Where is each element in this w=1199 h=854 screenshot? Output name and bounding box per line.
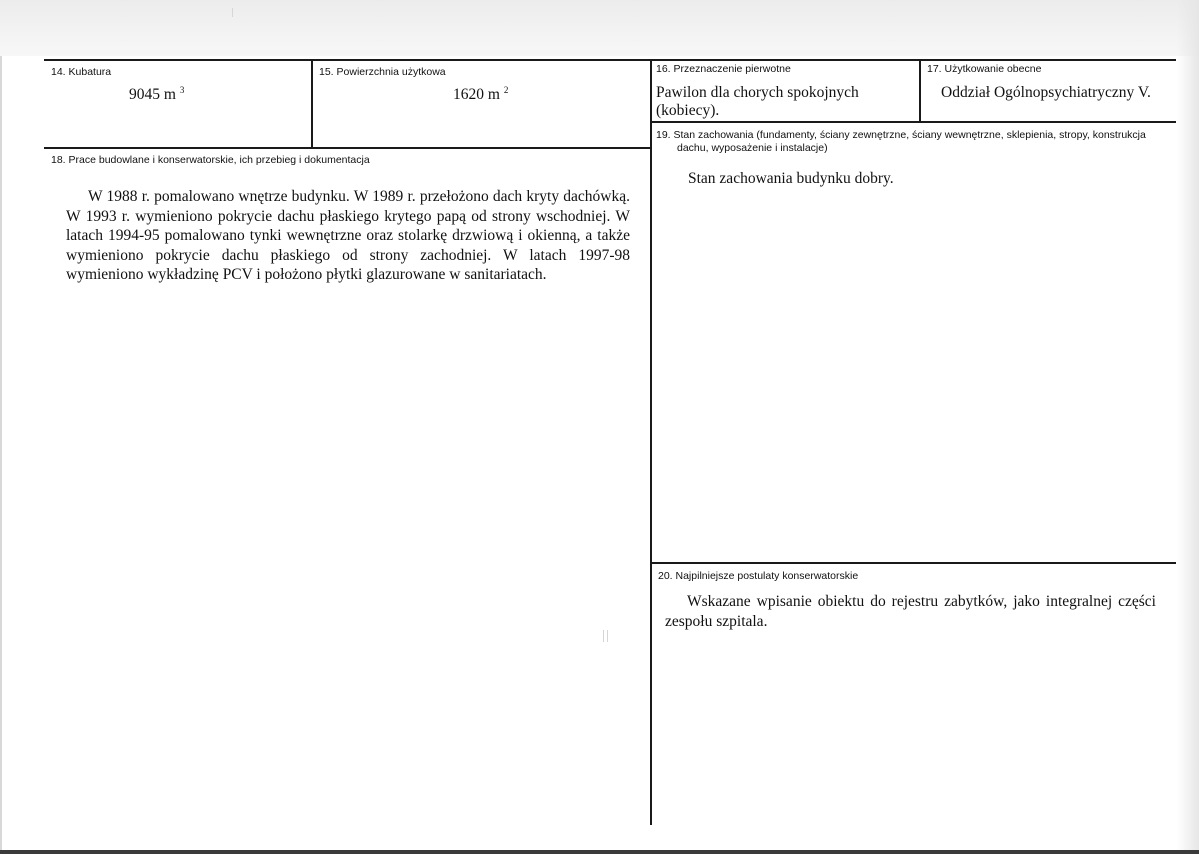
field-18-text <box>66 187 630 285</box>
center-divider <box>650 59 652 825</box>
field-14-label: 14. Kubatura <box>51 66 112 78</box>
field-15-label: 15. Powierzchnia użytkowa <box>319 66 446 78</box>
scan-left-edge <box>0 56 2 852</box>
field-17-value: Oddział Ogólnopsychiatryczny V. <box>941 84 1151 101</box>
rule-above-18 <box>44 147 650 149</box>
field-16-label: 16. Przeznaczenie pierwotne <box>656 63 791 75</box>
field-15-superscript: 2 <box>503 84 509 95</box>
divider-14-15 <box>311 59 313 147</box>
scan-dust-mark <box>232 8 233 17</box>
rule-above-20 <box>650 562 1176 564</box>
field-19-label-line1: 19. Stan zachowania (fundamenty, ściany zewnętrzne, ściany wewnętrzne, sklepienia, stropy, konstrukcja <box>656 129 1146 141</box>
form-top-rule <box>44 59 1176 61</box>
field-19-label-line2: dachu, wyposażenie i instalacje) <box>677 142 828 154</box>
field-20-label: 20. Najpilniejsze postulaty konserwatorskie <box>658 570 859 582</box>
field-14-number: 9045 m <box>129 86 176 103</box>
divider-16-17 <box>919 59 921 121</box>
field-18-text-content: W 1988 r. pomalowano wnętrze budynku. W 1989 r. przełożono dach kryty dachówką. W 1993 r. wymieniono pokrycie dachu płaskiego krytego papą od strony wschodniej. W latach 1994-95 pomalowano tynki wewnętrzne oraz stolarkę drzwiową i okienną, a także wymieniono pokrycie dachu płaskiego od strony zachodniej. W latach 1997-98 wymieniono wykładzinę PCV i położono płytki glazurowane w sanitariatach. <box>66 188 630 284</box>
field-17-label: 17. Użytkowanie obecne <box>927 63 1042 75</box>
field-16-value-line1: Pawilon dla chorych spokojnych <box>656 84 859 101</box>
field-20-text-content: Wskazane wpisanie obiektu do rejestru zabytków, jako integralnej części zespołu szpitala. <box>665 593 1156 630</box>
scan-bottom-edge <box>0 850 1199 854</box>
field-14-superscript: 3 <box>179 84 185 95</box>
scan-right-shadow <box>1177 0 1199 854</box>
scan-dust-mark <box>607 630 608 642</box>
field-16-value-line2: (kobiecy). <box>656 102 720 119</box>
field-19-text: Stan zachowania budynku dobry. <box>688 170 894 187</box>
field-14-value <box>129 85 184 104</box>
field-20-text <box>665 592 1156 631</box>
rule-above-19 <box>650 121 1176 123</box>
scan-dust-mark <box>603 630 604 642</box>
field-15-number: 1620 m <box>453 86 500 103</box>
scan-top-margin <box>0 0 1199 56</box>
field-15-value <box>453 85 508 104</box>
field-18-label: 18. Prace budowlane i konserwatorskie, ich przebieg i dokumentacja <box>51 154 370 166</box>
